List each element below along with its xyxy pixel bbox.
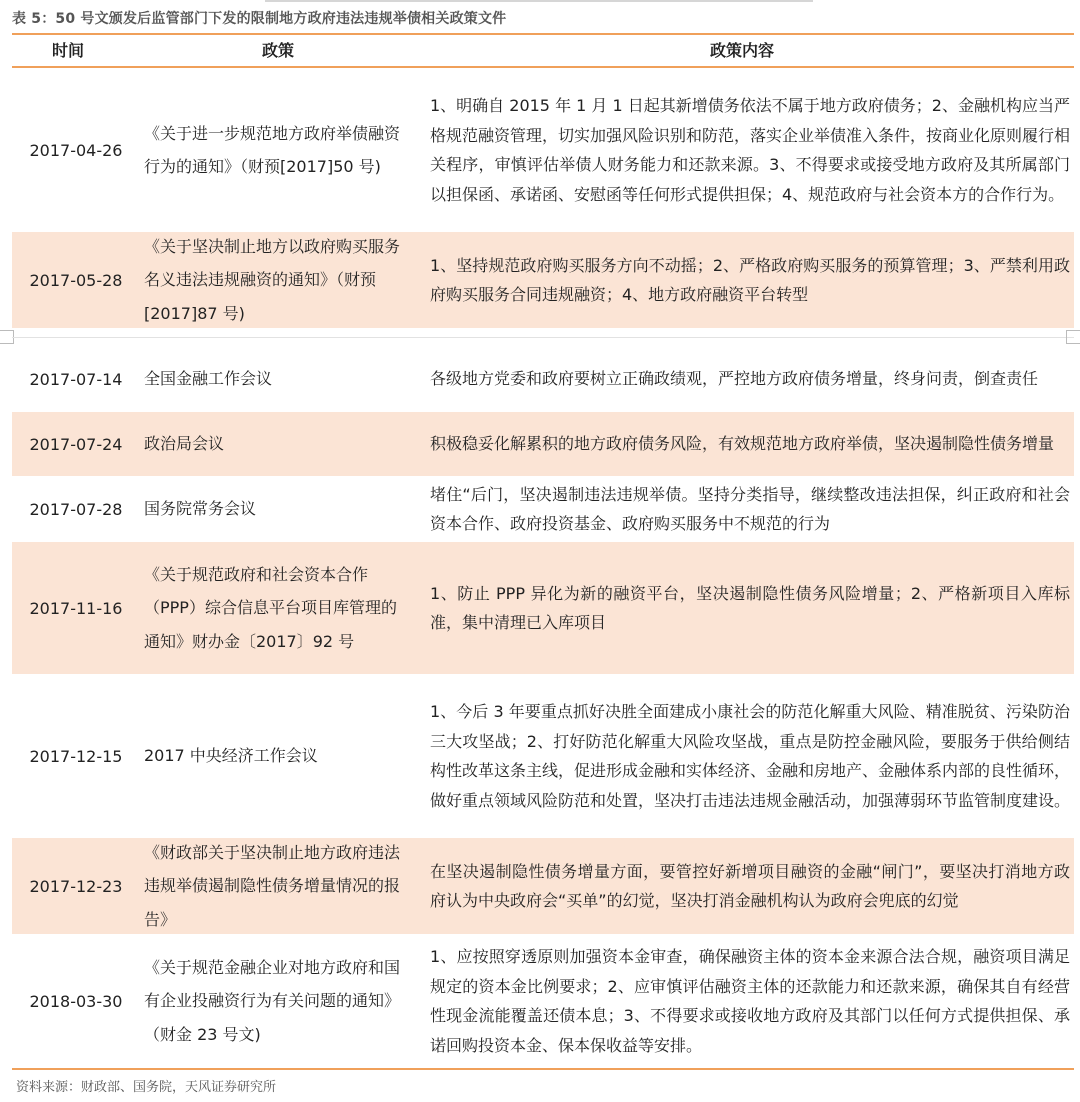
row-content: 1、防止 PPP 异化为新的融资平台，坚决遏制隐性债务风险增量；2、严格新项目入库标准，集中清理已入库项目 bbox=[430, 583, 1070, 632]
table-row bbox=[12, 232, 1074, 328]
row-content: 1、今后 3 年要重点抓好决胜全面建成小康社会的防范化解重大风险、精准脱贫、污染防治三大攻坚战；2、打好防范化解重大风险攻坚战，重点是防控金融风险，要服务于供给侧结构性改革这条主线，促进形成金融和实体经济、金融和房地产、金融体系内部的良性循环，做好重点领域风险防范和处置，坚决打击违法违规金融活动，加强薄弱环节监管制度建设。 bbox=[430, 702, 1071, 810]
row-policy: 全国金融工作会议 bbox=[144, 369, 273, 389]
source-note: 资料来源：财政部、国务院，天风证券研究所 bbox=[16, 1080, 277, 1095]
column-header-content: 政策内容 bbox=[710, 41, 775, 60]
row-policy: 《关于进一步规范地方政府举债融资行为的通知》（财预[2017]50 号) bbox=[144, 123, 401, 176]
table-row bbox=[12, 478, 1074, 540]
row-policy: 《关于坚决制止地方以政府购买服务名义违法违规融资的通知》（财预[2017]87 号) bbox=[144, 236, 401, 323]
row-policy: 《关于规范金融企业对地方政府和国有企业投融资行为有关问题的通知》（财金 23 号文) bbox=[144, 957, 401, 1044]
table-row bbox=[12, 936, 1074, 1066]
header-bottom-rule bbox=[12, 66, 1074, 68]
row-content: 1、坚持规范政府购买服务方向不动摇；2、严格政府购买服务的预算管理；3、严禁利用政府购买服务合同违规融资；4、地方政府融资平台转型 bbox=[430, 255, 1070, 304]
row-date: 2017-05-28 bbox=[29, 270, 123, 290]
column-header-date: 时间 bbox=[52, 41, 85, 60]
row-content: 堵住“后门，坚决遏制违法违规举债。坚持分类指导，继续整改违法担保，纠正政府和社会资本合作、政府投资基金、政府购买服务中不规范的行为 bbox=[430, 484, 1070, 533]
row-policy: 《关于规范政府和社会资本合作（PPP）综合信息平台项目库管理的通知》财办金〔2017〕92 号 bbox=[144, 564, 397, 651]
row-date: 2017-12-23 bbox=[29, 876, 123, 896]
table-row bbox=[12, 348, 1074, 410]
row-date: 2017-07-24 bbox=[29, 434, 123, 454]
row-date: 2017-07-14 bbox=[29, 369, 123, 389]
page-break-marker-right bbox=[1066, 330, 1080, 344]
row-date: 2017-04-26 bbox=[29, 140, 123, 160]
row-content: 各级地方党委和政府要树立正确政绩观，严控地方政府债务增量，终身问责，倒查责任 bbox=[430, 369, 1039, 389]
row-content: 在坚决遏制隐性债务增量方面，要管控好新增项目融资的金融“闸门”，要坚决打消地方政府认为中央政府会“买单”的幻觉，坚决打消金融机构认为政府会兜底的幻觉 bbox=[430, 861, 1070, 910]
row-content: 1、应按照穿透原则加强资本金审查，确保融资主体的资本金来源合法合规，融资项目满足规定的资本金比例要求；2、应审慎评估融资主体的还款能力和还款来源，确保其自有经营性现金流能覆盖还债本息；3、不得要求或接收地方政府及其部门以任何方式提供担保、承诺回购投资本金、保本保收益等安排。 bbox=[430, 947, 1070, 1055]
table-row bbox=[12, 70, 1074, 230]
footer-rule bbox=[12, 1068, 1074, 1070]
table-caption: 表 5：50 号文颁发后监管部门下发的限制地方政府违法违规举债相关政策文件 bbox=[12, 11, 507, 27]
table-row bbox=[12, 542, 1074, 674]
row-policy: 政治局会议 bbox=[144, 434, 225, 454]
row-date: 2017-12-15 bbox=[29, 746, 123, 766]
row-date: 2017-07-28 bbox=[29, 499, 123, 519]
table-row bbox=[12, 676, 1074, 836]
row-policy: 2017 中央经济工作会议 bbox=[144, 746, 318, 766]
row-policy: 国务院常务会议 bbox=[144, 499, 257, 519]
top-rule bbox=[265, 0, 813, 2]
row-policy: 《财政部关于坚决制止地方政府违法违规举债遏制隐性债务增量情况的报告》 bbox=[144, 842, 401, 929]
table-row bbox=[12, 412, 1074, 476]
row-content: 1、明确自 2015 年 1 月 1 日起其新增债务依法不属于地方政府债务；2、金融机构应当严格规范融资管理，切实加强风险识别和防范，落实企业举债准入条件，按商业化原则履行相关程序，审慎评估举债人财务能力和还款来源。3、不得要求或接受地方政府及其所属部门以担保函、承诺函、安慰函等任何形式提供担保；4、规范政府与社会资本方的合作行为。 bbox=[430, 96, 1071, 204]
header-top-rule bbox=[12, 33, 1074, 35]
page-break-line bbox=[12, 337, 1074, 338]
column-header-policy: 政策 bbox=[262, 41, 295, 60]
table-row bbox=[12, 838, 1074, 934]
row-content: 积极稳妥化解累积的地方政府债务风险，有效规范地方政府举债，坚决遏制隐性债务增量 bbox=[430, 434, 1055, 454]
row-date: 2017-11-16 bbox=[29, 598, 123, 618]
row-date: 2018-03-30 bbox=[29, 991, 123, 1011]
